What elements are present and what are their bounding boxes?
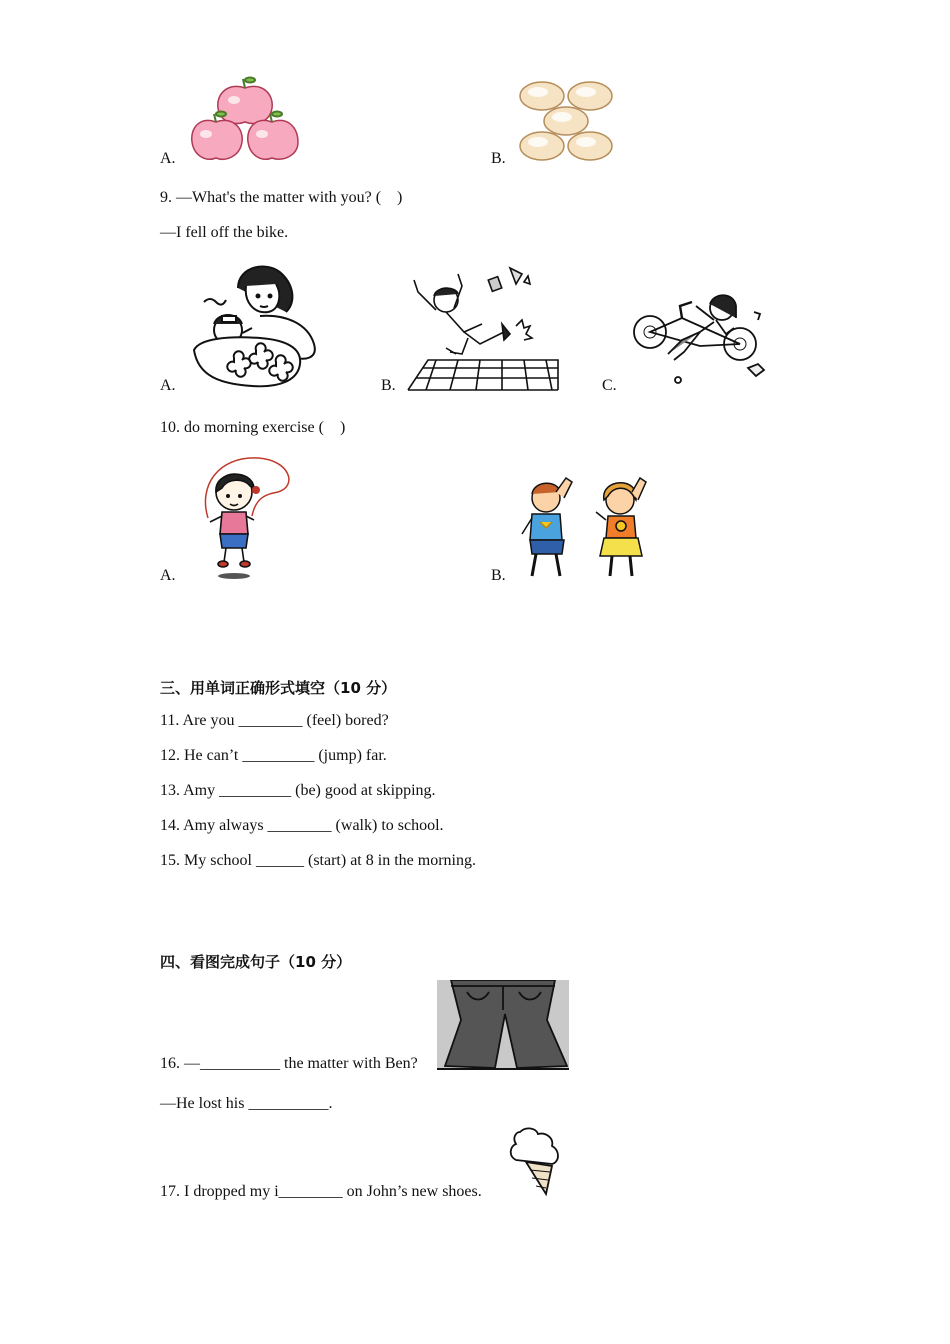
q9-question xyxy=(160,189,402,207)
q17-number: 17. xyxy=(160,1183,180,1200)
q13-number: 13. xyxy=(160,782,180,799)
q14-line xyxy=(160,817,444,835)
girl-fell-off-bike-picture xyxy=(630,288,772,388)
q13-line xyxy=(160,782,436,800)
apples-picture xyxy=(188,76,302,164)
q12-text: He can’t _________ (jump) far. xyxy=(184,747,387,764)
q15-number: 15. xyxy=(160,852,180,869)
q14-number: 14. xyxy=(160,817,180,834)
q17-text: I dropped my i________ on John’s new shoes. xyxy=(184,1183,482,1200)
mother-sick-child-picture xyxy=(190,258,320,392)
q8-option-a-label: A. xyxy=(160,150,176,167)
children-exercising-picture xyxy=(516,472,656,580)
q9-question-text: —What's the matter with you? ( ) xyxy=(176,189,403,206)
q10-question xyxy=(160,419,345,437)
q10-question-text: do morning exercise ( ) xyxy=(184,419,346,436)
q16-answer: —He lost his __________. xyxy=(160,1095,333,1112)
trousers-picture xyxy=(437,980,569,1070)
q9-number: 9. xyxy=(160,189,172,206)
q17-line xyxy=(160,1183,482,1201)
q11-text: Are you ________ (feel) bored? xyxy=(182,712,389,729)
q14-text: Amy always ________ (walk) to school. xyxy=(183,817,444,834)
q9-option-a-label: A. xyxy=(160,377,176,394)
q8-option-b-label: B. xyxy=(491,150,506,167)
q16-number: 16. xyxy=(160,1055,180,1072)
q11-number: 11. xyxy=(160,712,180,729)
q16-question-text: —__________ the matter with Ben? xyxy=(184,1055,418,1072)
girl-skipping-rope-picture xyxy=(198,456,296,582)
q9-answer: —I fell off the bike. xyxy=(160,224,289,241)
q9-option-b-label: B. xyxy=(381,377,396,394)
q15-line xyxy=(160,852,476,870)
eggs-picture xyxy=(518,80,614,164)
q16-question xyxy=(160,1055,418,1073)
boy-slipping-picture xyxy=(406,262,562,392)
q11-line xyxy=(160,712,389,730)
q15-text: My school ______ (start) at 8 in the morning. xyxy=(184,852,476,869)
q12-number: 12. xyxy=(160,747,180,764)
section-4-heading: 四、看图完成句子（10 分） xyxy=(160,953,352,971)
q10-option-a-label: A. xyxy=(160,567,176,584)
q9-option-c-label: C. xyxy=(602,377,617,394)
q10-number: 10. xyxy=(160,419,180,436)
ice-cream-picture xyxy=(506,1126,564,1196)
q12-line xyxy=(160,747,387,765)
q13-text: Amy _________ (be) good at skipping. xyxy=(183,782,436,799)
section-3-heading: 三、用单词正确形式填空（10 分） xyxy=(160,679,397,697)
q10-option-b-label: B. xyxy=(491,567,506,584)
